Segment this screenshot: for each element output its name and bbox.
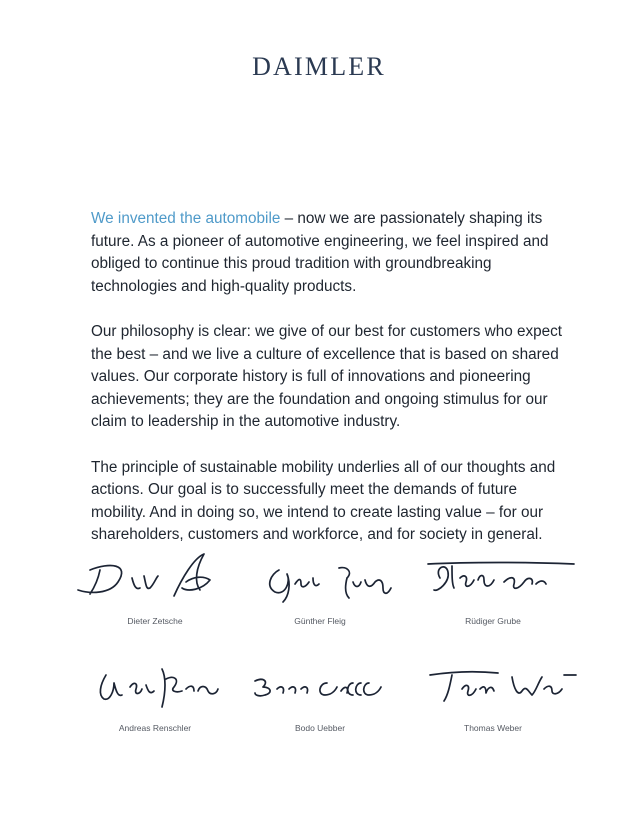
signature-block: [70, 548, 240, 626]
signature-block: [70, 655, 240, 733]
paragraph-3: The principle of sustainable mobility underlies all of our thoughts and actions. Our goal is to successfully meet the demands of future mobility. And in doing so, we intend to create lasting value – for our shareholders, customers and workforce, and for society in general.: [91, 458, 556, 544]
paragraph-1-text: – now we are passionately shaping its future. As a pioneer of automotive engineering, we feel inspired and obliged to continue this proud tradition with groundbreaking technologies and high-quality products.: [91, 210, 549, 295]
signature-block: [408, 548, 578, 626]
daimler-logo: DAIMLER: [252, 52, 386, 81]
signatory-name: Thomas Weber: [464, 723, 522, 733]
handwritten-signature: [235, 548, 405, 604]
highlight-phrase: We invented the automobile: [91, 210, 281, 227]
paragraph-2: Our philosophy is clear: we give of our best for customers who expect the best – and we live a culture of excellence that is based on shared values. Our corporate history is full of innovations and pioneering achievements; they are the foundation and ongoing stimulus for our claim to leadership in the automotive industry.: [91, 322, 563, 431]
handwritten-signature: [70, 548, 240, 604]
handwritten-signature: [408, 655, 578, 711]
mission-statement: [91, 208, 571, 570]
signature-row-1: [70, 548, 570, 626]
handwritten-signature: [70, 655, 240, 711]
signature-block: [235, 548, 405, 626]
handwritten-signature: [408, 548, 578, 604]
signatory-name: Andreas Renschler: [118, 723, 192, 733]
signature-block: [408, 655, 578, 733]
handwritten-signature: [235, 655, 405, 711]
signature-block: [235, 655, 405, 733]
signatory-name: Bodo Uebber: [294, 723, 346, 733]
signature-row-2: [70, 655, 570, 733]
paragraph-1: [91, 208, 571, 298]
signatory-name: Rüdiger Grube: [465, 616, 521, 626]
signatory-name: Günther Fleig: [294, 616, 346, 626]
signatory-name: Dieter Zetsche: [127, 616, 183, 626]
